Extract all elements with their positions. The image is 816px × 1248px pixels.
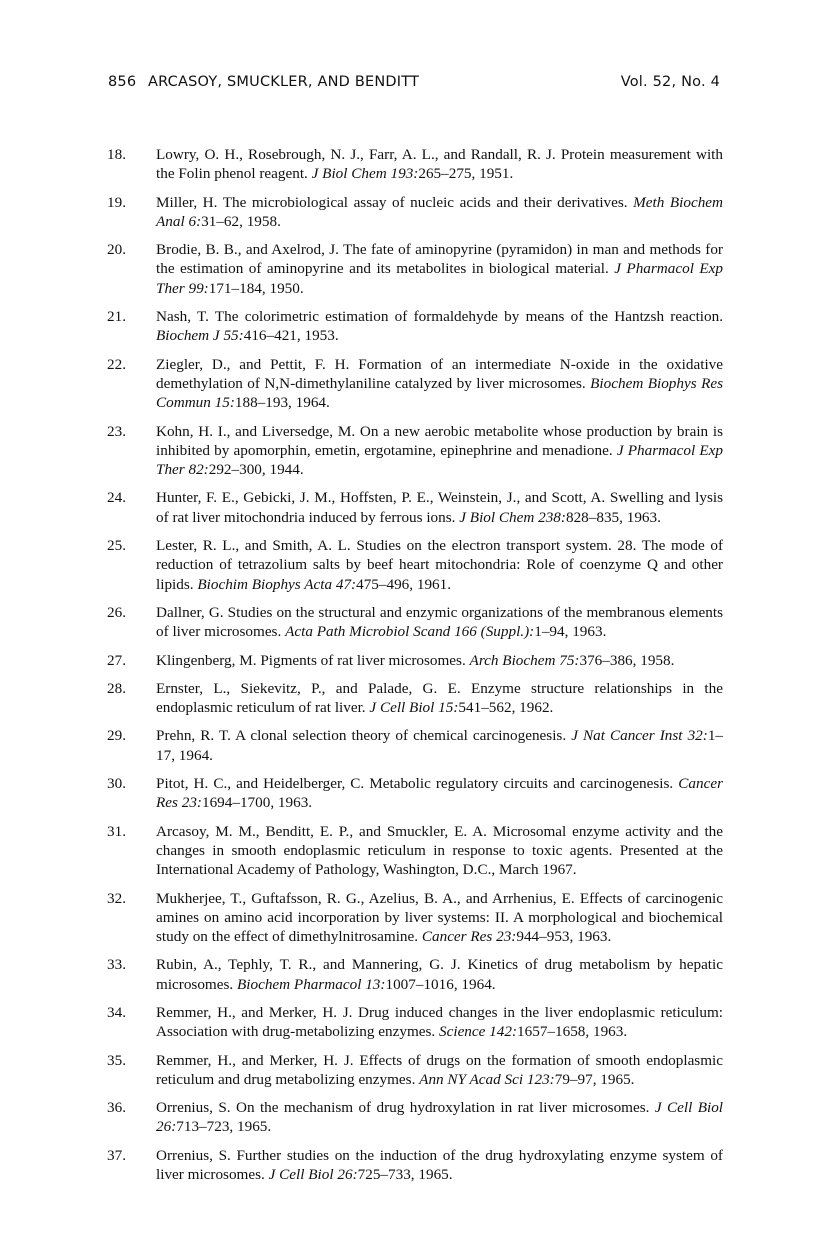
reference-number: 30.: [107, 775, 126, 793]
reference-citation: Remmer, H., and Merker, H. J. Effects of drugs on the formation of smooth endoplasmic reticulum and drug metabolizing enzymes.: [156, 1051, 723, 1088]
reference-citation: Orrenius, S. Further studies on the induction of the drug hydroxylating enzyme system of liver microsomes.: [156, 1146, 723, 1184]
reference-text: [156, 955, 723, 994]
reference-journal: J Biol Chem 238:: [459, 508, 566, 526]
reference-number: 34.: [107, 1003, 126, 1021]
reference-journal: J Nat Cancer Inst 32:: [571, 727, 708, 745]
reference-citation: Rubin, A., Tephly, T. R., and Mannering, G. J. Kinetics of drug metabolism by hepatic microsomes.: [156, 956, 723, 993]
reference-number: 28.: [107, 679, 126, 697]
reference-pages-year: 713–723, 1965.: [176, 1118, 272, 1136]
reference-number: 37.: [107, 1146, 126, 1164]
reference-journal: Acta Path Microbiol Scand 166 (Suppl.):: [285, 623, 535, 641]
reference-journal: J Pharmacol Exp Ther 99:: [156, 260, 723, 297]
reference-number: 26.: [107, 603, 126, 621]
reference-item: [107, 240, 723, 298]
reference-item: [107, 651, 723, 670]
reference-text: [156, 488, 723, 527]
reference-number: 32.: [107, 889, 126, 907]
reference-journal: Meth Biochem Anal 6:: [156, 193, 724, 230]
reference-pages-year: 265–275, 1951.: [418, 165, 514, 183]
reference-pages-year: 541–562, 1962.: [458, 699, 554, 717]
reference-journal: Cancer Res 23:: [156, 775, 723, 812]
reference-number: 36.: [107, 1099, 126, 1117]
reference-journal: Arch Biochem 75:: [469, 651, 580, 669]
reference-journal: Cancer Res 23:: [421, 928, 517, 946]
reference-journal: Science 142:: [439, 1023, 518, 1041]
reference-journal: Ann NY Acad Sci 123:: [419, 1070, 555, 1088]
reference-number: 22.: [107, 355, 126, 373]
reference-pages-year: 475–496, 1961.: [356, 575, 452, 593]
reference-journal: J Pharmacol Exp Ther 82:: [156, 441, 724, 479]
reference-citation: Hunter, F. E., Gebicki, J. M., Hoffsten, P. E., Weinstein, J., and Scott, A. Swelling and lysis of rat liver mitochondria induced by ferrous ions.: [156, 489, 723, 526]
reference-text: [156, 422, 723, 480]
reference-text: [156, 1098, 723, 1137]
reference-item: [107, 1051, 723, 1090]
reference-pages-year: 1–94, 1963.: [534, 623, 607, 641]
reference-item: [107, 1146, 723, 1185]
reference-item: [107, 145, 723, 184]
reference-pages-year: 1–17, 1964.: [156, 727, 724, 764]
reference-text: [156, 726, 723, 765]
reference-text: [156, 1146, 723, 1185]
reference-number: 18.: [107, 146, 126, 163]
reference-number: 25.: [107, 537, 126, 555]
reference-text: [156, 307, 723, 346]
reference-text: [156, 603, 723, 642]
reference-pages-year: 376–386, 1958.: [579, 651, 675, 669]
reference-item: [107, 822, 723, 880]
reference-pages-year: 828–835, 1963.: [565, 508, 661, 526]
reference-citation: Ernster, L., Siekevitz, P., and Palade, G. E. Enzyme structure relationships in the endoplasmic reticulum of rat liver.: [156, 679, 723, 717]
reference-number: 33.: [107, 956, 126, 974]
reference-journal: J Cell Biol 26:: [156, 1099, 724, 1136]
reference-text: [156, 145, 723, 184]
reference-item: [107, 488, 723, 527]
reference-text: [156, 1051, 723, 1090]
volume-issue: Vol. 52, No. 4: [620, 74, 720, 90]
reference-number: 31.: [107, 822, 126, 840]
reference-journal: J Cell Biol 15:: [369, 699, 459, 717]
reference-item: [107, 679, 723, 718]
reference-citation: Miller, H. The microbiological assay of nucleic acids and their derivatives.: [156, 193, 628, 211]
reference-text: [156, 193, 723, 232]
reference-number: 29.: [107, 727, 126, 745]
reference-item: [107, 1003, 723, 1042]
reference-pages-year: 416–421, 1953.: [243, 327, 339, 345]
reference-citation: Brodie, B. B., and Axelrod, J. The fate of aminopyrine (pyramidon) in man and methods for the estimation of aminopyrine and its metabolites in biological material.: [156, 241, 723, 278]
reference-journal: Biochem J 55:: [156, 327, 244, 345]
reference-text: [156, 355, 723, 413]
reference-citation: Orrenius, S. On the mechanism of drug hydroxylation in rat liver microsomes.: [156, 1099, 650, 1117]
reference-citation: Pitot, H. C., and Heidelberger, C. Metabolic regulatory circuits and carcinogenesis.: [156, 775, 674, 793]
reference-journal: J Biol Chem 193:: [311, 165, 419, 183]
reference-citation: Nash, T. The colorimetric estimation of formaldehyde by means of the Hantzsh reaction.: [156, 308, 723, 326]
reference-number: 27.: [107, 651, 126, 669]
reference-item: [107, 774, 723, 813]
reference-item: [107, 307, 723, 346]
reference-citation: Arcasoy, M. M., Benditt, E. P., and Smuckler, E. A. Microsomal enzyme activity and the changes in smooth endoplasmic reticulum in response to toxic agents. Presented at the International Academy of Pathology, Washington, D.C., March 1967.: [156, 822, 723, 879]
reference-item: [107, 1098, 723, 1137]
reference-citation: Remmer, H., and Merker, H. J. Drug induced changes in the liver endoplasmic reticulum: Association with drug-metabolizing enzymes.: [156, 1003, 723, 1041]
reference-item: [107, 536, 723, 594]
reference-citation: Kohn, H. I., and Liversedge, M. On a new aerobic metabolite whose production by brain is inhibited by apomorphin, emetin, ergotamine, epinephrine and menadione.: [156, 422, 723, 459]
reference-text: [156, 774, 723, 813]
reference-text: [156, 1003, 723, 1042]
reference-list: [107, 145, 723, 1193]
reference-number: 20.: [107, 241, 126, 259]
reference-journal: J Cell Biol 26:: [268, 1166, 358, 1184]
reference-citation: Klingenberg, M. Pigments of rat liver microsomes.: [156, 651, 466, 669]
reference-pages-year: 31–62, 1958.: [201, 212, 281, 230]
reference-item: [107, 193, 723, 232]
reference-citation: Mukherjee, T., Guftafsson, R. G., Azelius, B. A., and Arrhenius, E. Effects of carcinogenic amines on amino acid incorporation by liver systems: II. A morphological and biochemical study on the effect of dimethylnitrosamine.: [156, 889, 723, 946]
reference-citation: Lowry, O. H., Rosebrough, N. J., Farr, A. L., and Randall, R. J. Protein measurement with the Folin phenol reagent.: [156, 146, 723, 183]
running-title-authors: ARCASOY, SMUCKLER, AND BENDITT: [148, 74, 420, 90]
reference-number: 24.: [107, 489, 126, 507]
reference-text: [156, 240, 723, 298]
reference-pages-year: 79–97, 1965.: [554, 1070, 635, 1088]
reference-text: [156, 536, 723, 594]
reference-item: [107, 726, 723, 765]
reference-pages-year: 171–184, 1950.: [208, 279, 304, 297]
reference-text: [156, 889, 723, 947]
reference-number: 23.: [107, 422, 126, 440]
reference-citation: Prehn, R. T. A clonal selection theory of chemical carcinogenesis.: [156, 727, 567, 745]
reference-item: [107, 889, 723, 947]
reference-journal: Biochim Biophys Acta 47:: [197, 575, 357, 593]
reference-journal: Biochem Pharmacol 13:: [237, 975, 386, 993]
reference-pages-year: 1694–1700, 1963.: [201, 794, 313, 812]
reference-citation: Lester, R. L., and Smith, A. L. Studies on the electron transport system. 28. The mode of reduction of tetrazolium salts by beef heart mitochondria: Role of coenzyme Q and other lipids.: [156, 537, 723, 593]
reference-pages-year: 1007–1016, 1964.: [385, 975, 496, 993]
reference-text: [156, 679, 723, 718]
page-number: 856: [108, 74, 137, 90]
reference-item: [107, 955, 723, 994]
reference-pages-year: 188–193, 1964.: [234, 394, 330, 412]
reference-journal: Biochem Biophys Res Commun 15:: [156, 374, 723, 412]
reference-item: [107, 422, 723, 480]
reference-pages-year: 1657–1658, 1963.: [517, 1023, 628, 1041]
reference-citation: Dallner, G. Studies on the structural and enzymic organizations of the membranous elements of liver microsomes.: [156, 603, 723, 641]
reference-pages-year: 944–953, 1963.: [516, 928, 612, 946]
reference-text: [156, 822, 723, 880]
reference-pages-year: 292–300, 1944.: [208, 461, 304, 479]
reference-item: [107, 355, 723, 413]
reference-number: 21.: [107, 308, 126, 326]
reference-pages-year: 725–733, 1965.: [357, 1166, 453, 1184]
reference-number: 19.: [107, 193, 126, 211]
running-header: [108, 74, 720, 96]
reference-number: 35.: [107, 1051, 126, 1069]
reference-citation: Ziegler, D., and Pettit, F. H. Formation of an intermediate N-oxide in the oxidative demethylation of N,N-dimethylaniline catalyzed by liver microsomes.: [156, 355, 723, 392]
reference-item: [107, 603, 723, 642]
reference-text: [156, 651, 723, 670]
